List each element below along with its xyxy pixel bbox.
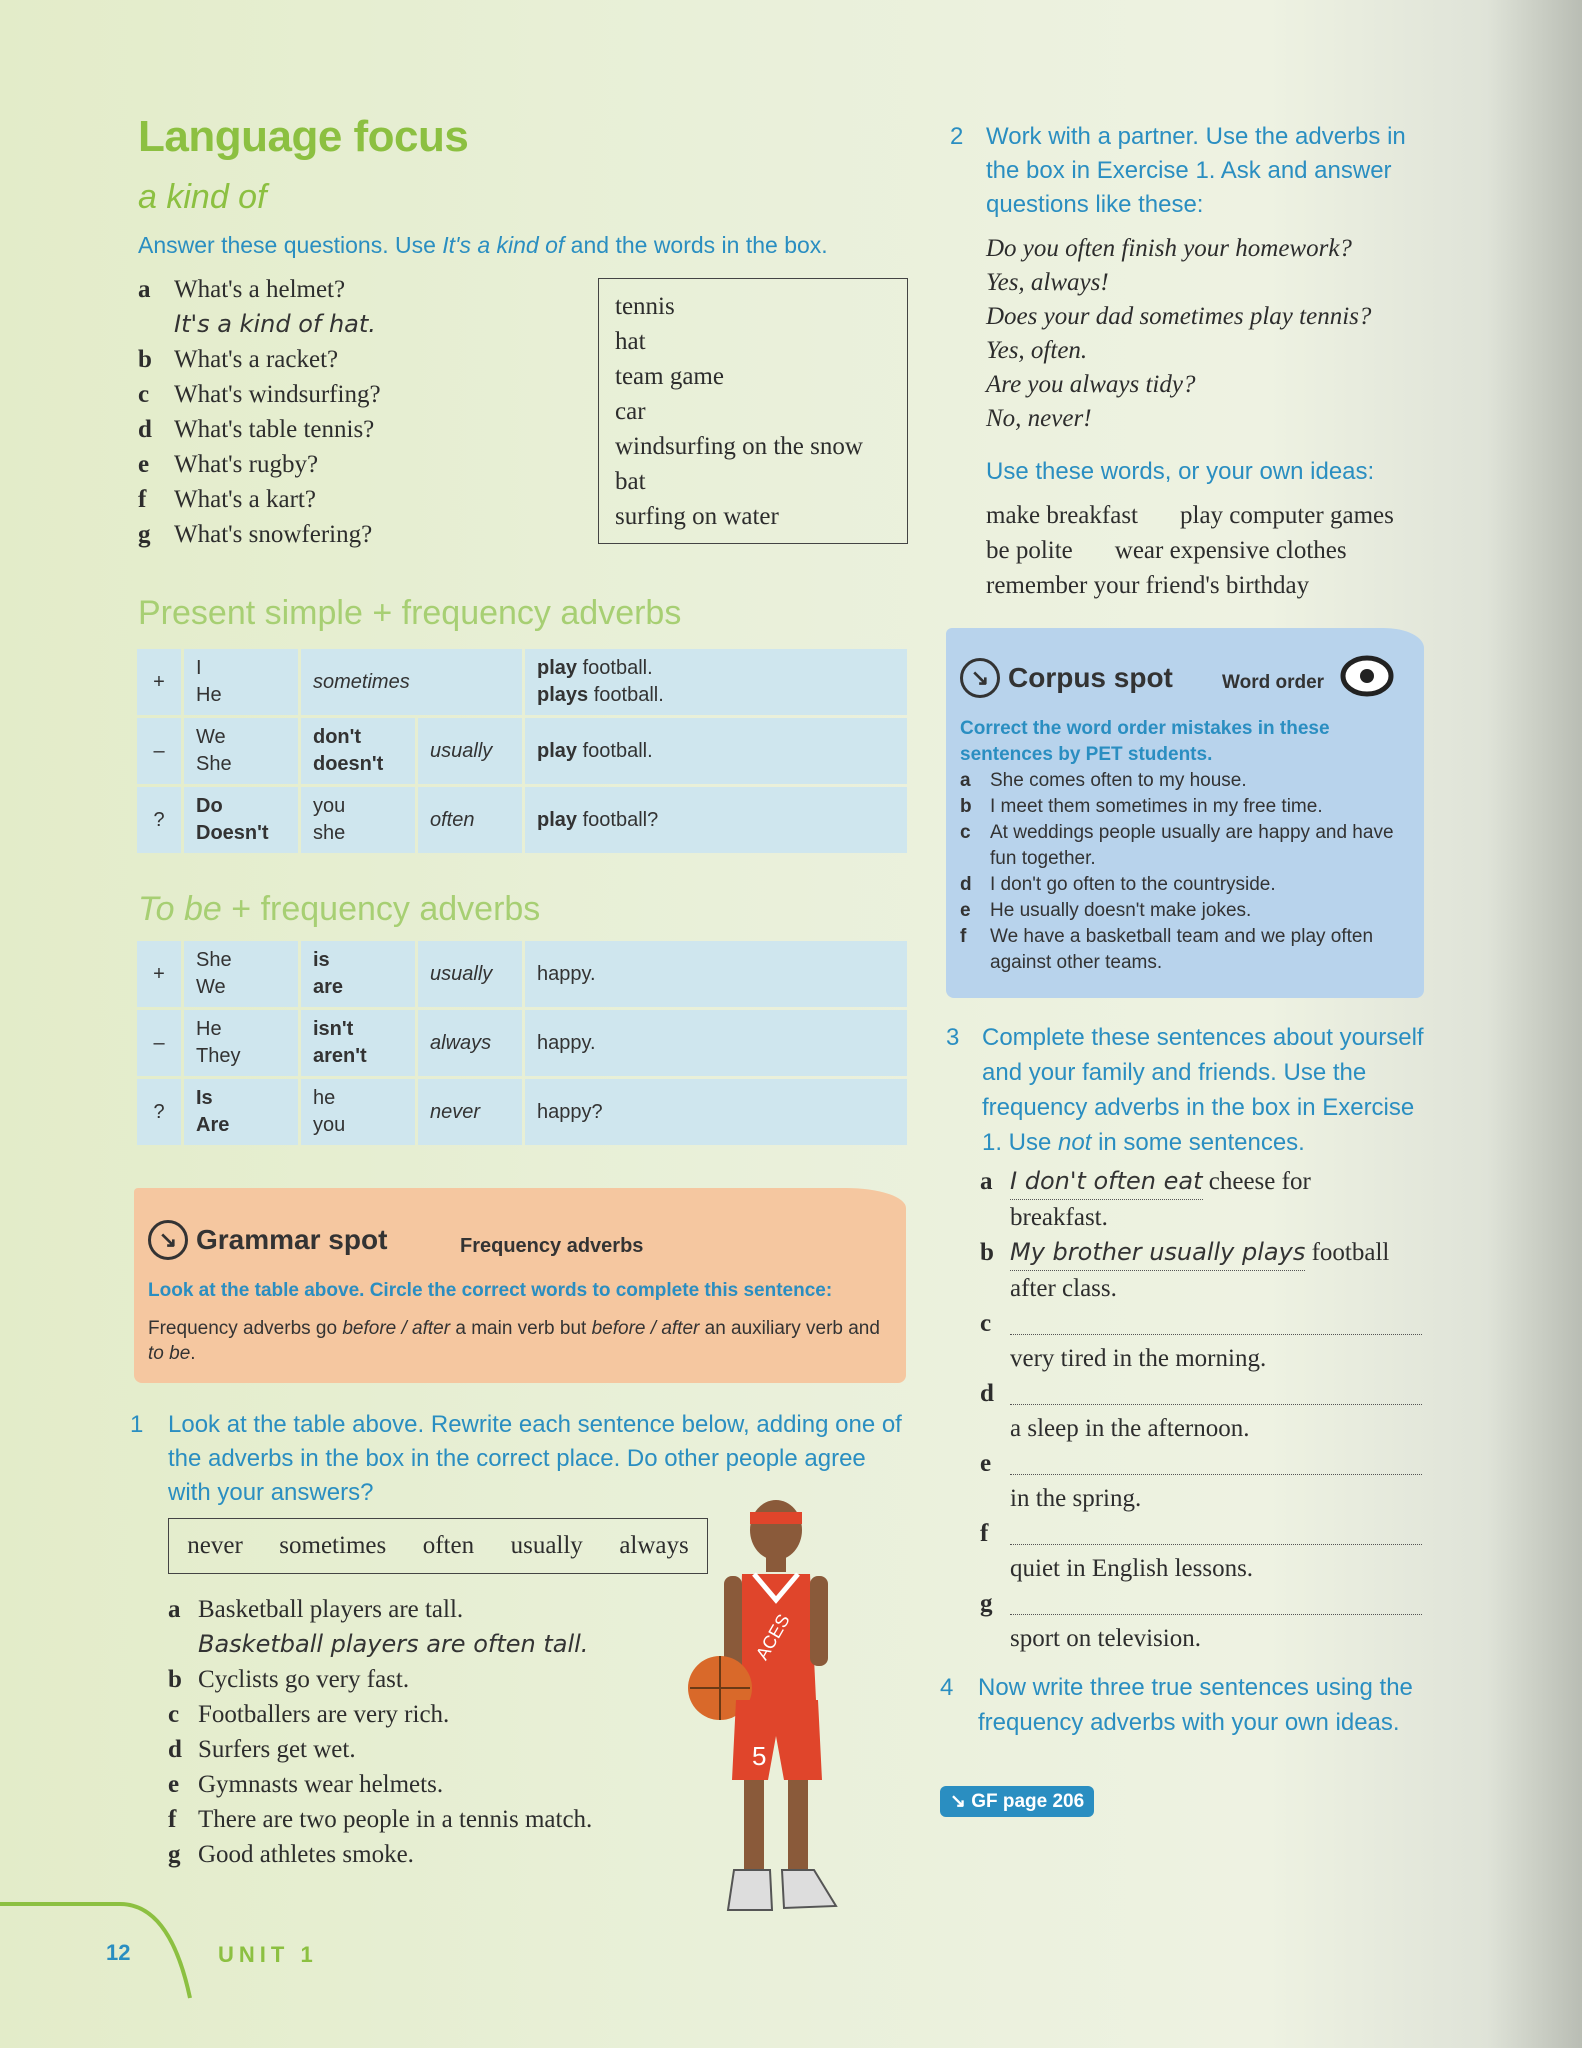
- page-corner-curve: [0, 1890, 210, 2010]
- instruction: Answer these questions. Use It's a kind of and the words in the box.: [138, 232, 828, 258]
- list-item: d a sleep in the afternoon.: [980, 1376, 1422, 1446]
- list-item: e Gymnasts wear helmets.: [168, 1771, 444, 1798]
- list-item: c very tired in the morning.: [980, 1306, 1422, 1376]
- list-item: b I meet them sometimes in my free time.: [960, 796, 1323, 817]
- handwritten-answer: It's a kind of hat.: [174, 310, 376, 338]
- present-simple-table: [134, 646, 910, 856]
- answer-line[interactable]: [1010, 1376, 1422, 1405]
- grammar-spot-instruction: Look at the table above. Circle the correct words to complete this sentence:: [148, 1280, 833, 1301]
- adverb-word: always: [619, 1532, 689, 1559]
- list-item: d Surfers get wet.: [168, 1736, 356, 1763]
- arrow-down-right-icon: ↘: [148, 1220, 188, 1260]
- page-number: 12: [106, 1940, 131, 1965]
- corpus-spot-list: [960, 768, 1410, 976]
- list-item: b My brother usually plays football after class.: [980, 1235, 1422, 1306]
- list-item: b Cyclists go very fast.: [168, 1666, 410, 1693]
- page-title: Language focus: [138, 112, 469, 161]
- word-box-item: team game: [615, 363, 724, 390]
- word-box-item: hat: [615, 328, 646, 355]
- section-heading: To be + frequency adverbs: [138, 890, 541, 928]
- table-row: + She We is are usually happy.: [137, 941, 907, 1007]
- list-item: f quiet in English lessons.: [980, 1516, 1422, 1586]
- question-list: [138, 272, 381, 552]
- dialogue-line: Does your dad sometimes play tennis?: [986, 303, 1372, 330]
- exercise-4-instruction: 4 Now write three true sentences using the frequency adverbs with your own ideas.: [940, 1674, 1413, 1736]
- list-item: e in the spring.: [980, 1446, 1422, 1516]
- word-box-item: car: [615, 398, 646, 425]
- dialogue-line: Yes, always!: [986, 269, 1109, 296]
- list-item: e He usually doesn't make jokes.: [960, 900, 1252, 921]
- grammar-spot-subtitle: Frequency adverbs: [460, 1235, 644, 1257]
- question-item: c What's windsurfing?: [138, 381, 381, 408]
- dialogue-line: Yes, often.: [986, 337, 1088, 364]
- list-item: f There are two people in a tennis match.: [168, 1806, 593, 1833]
- use-words-instruction: Use these words, or your own ideas:: [986, 458, 1375, 485]
- list-item: c Footballers are very rich.: [168, 1701, 450, 1728]
- list-item: d I don't go often to the countryside.: [960, 874, 1276, 895]
- question-item: f What's a kart?: [138, 486, 316, 513]
- question-item: b What's a racket?: [138, 346, 339, 373]
- dialogue-line: Do you often finish your homework?: [986, 235, 1352, 262]
- handwritten-answer: Basketball players are often tall.: [198, 1630, 589, 1658]
- dialogue-line: No, never!: [986, 405, 1092, 432]
- question-item: d What's table tennis?: [138, 416, 375, 443]
- arrow-down-right-icon: ↘: [950, 1791, 966, 1812]
- list-item: f We have a basketball team and we play often against other teams.: [960, 926, 1374, 973]
- word-box-item: tennis: [615, 293, 675, 320]
- adverb-word: sometimes: [279, 1532, 387, 1559]
- adverb-word: often: [422, 1532, 475, 1559]
- corpus-spot-title: ↘ Corpus spot: [960, 658, 1173, 698]
- exercise-2-instruction: 2 Work with a partner. Use the adverbs in the box in Exercise 1. Ask and answer questions like these:: [950, 123, 1406, 218]
- unit-label: UNIT 1: [218, 1942, 318, 1967]
- exercise-1-list: [168, 1592, 592, 1872]
- section-subtitle: a kind of: [138, 178, 267, 216]
- eye-icon: [1340, 654, 1394, 698]
- answer-line[interactable]: [1010, 1586, 1422, 1615]
- table-row: – He They isn't aren't always happy.: [137, 1010, 907, 1076]
- table-row: ? Is Are he you never happy?: [137, 1079, 907, 1145]
- exercise-1-instruction: 1 Look at the table above. Rewrite each sentence below, adding one of the adverbs in the box in the correct place. Do other people agree with your answers?: [130, 1411, 902, 1506]
- list-item: g sport on television.: [980, 1586, 1422, 1656]
- answer-line[interactable]: [1010, 1516, 1422, 1545]
- word-box-item: windsurfing on the snow: [615, 433, 863, 460]
- table-row: – We She don't doesn't usually play football.: [137, 718, 907, 784]
- adverb-word: usually: [510, 1532, 583, 1559]
- gf-page-link[interactable]: ↘ GF page 206: [940, 1786, 1094, 1817]
- adverb-word: never: [187, 1532, 243, 1559]
- table-row: ? Do Doesn't you she often play football?: [137, 787, 907, 853]
- section-heading: Present simple + frequency adverbs: [138, 594, 682, 632]
- completion-list: [980, 1164, 1422, 1656]
- list-item: a Basketball players are tall.: [168, 1596, 464, 1623]
- answer-line[interactable]: [1010, 1446, 1422, 1475]
- table-row: + I He sometimes play football. plays football.: [137, 649, 907, 715]
- example-dialogue: [986, 232, 1371, 436]
- exercise-3-instruction: 3 Complete these sentences about yourself and your family and friends. Use the frequency adverbs in the box in Exercise 1. Use not in some sentences.: [946, 1024, 1424, 1156]
- word-box-item: surfing on water: [615, 503, 779, 530]
- list-item: a She comes often to my house.: [960, 770, 1247, 791]
- question-item: a What's a helmet?: [138, 276, 346, 303]
- to-be-table: [134, 938, 910, 1148]
- word-box-item: bat: [615, 468, 646, 495]
- question-item: g What's snowfering?: [138, 521, 373, 548]
- corpus-spot-instruction: Correct the word order mistakes in these sentences by PET students.: [960, 718, 1330, 765]
- word-box: [598, 278, 908, 544]
- question-item: e What's rugby?: [138, 451, 319, 478]
- basketball-player-illustration: [680, 1490, 860, 1920]
- idea-list: make breakfast play computer games be polite wear expensive clothes remember your friend's birthday: [986, 502, 1394, 599]
- list-item: a I don't often eat cheese for breakfast.: [980, 1164, 1422, 1235]
- list-item: g Good athletes smoke.: [168, 1841, 414, 1868]
- arrow-down-right-icon: ↘: [960, 658, 1000, 698]
- list-item: c At weddings people usually are happy and have fun together.: [960, 822, 1394, 869]
- svg-text:5: 5: [752, 1741, 767, 1771]
- adverb-box: [168, 1518, 708, 1574]
- answer-line[interactable]: [1010, 1306, 1422, 1335]
- grammar-spot-title: ↘ Grammar spot: [148, 1220, 387, 1260]
- corpus-spot-subtitle: Word order: [1222, 672, 1325, 693]
- grammar-spot-text: Frequency adverbs go before / after a main verb but before / after an auxiliary verb and to be.: [148, 1318, 880, 1364]
- dialogue-line: Are you always tidy?: [986, 371, 1196, 398]
- svg-text:ACES: ACES: [751, 1610, 794, 1664]
